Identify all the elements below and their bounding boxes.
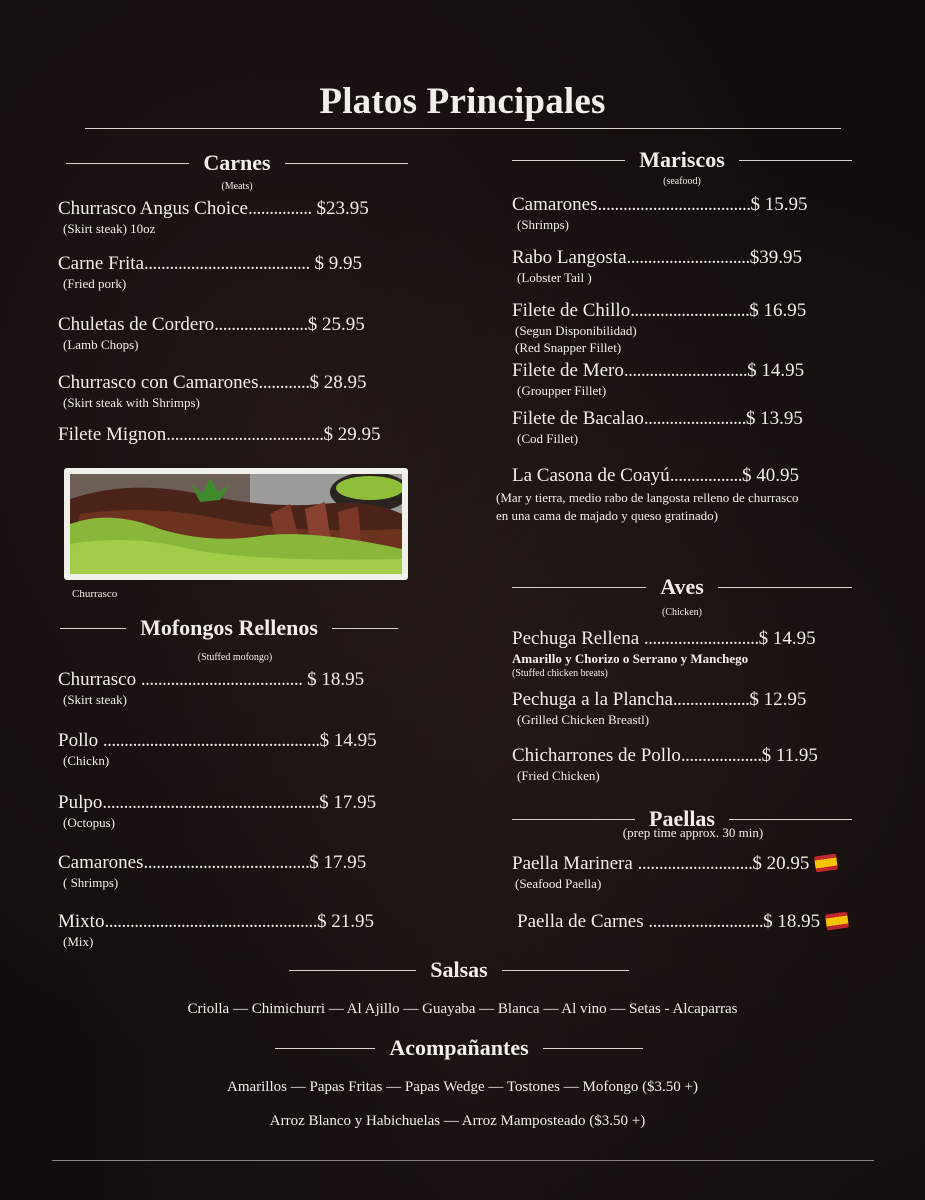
churrasco-photo — [64, 468, 408, 580]
item-price: $ 14.95 — [747, 360, 805, 381]
menu-item: Camarones.......................................$ 17.95 ( Shrimps) — [58, 852, 367, 890]
footer-divider — [52, 1160, 874, 1161]
item-price: $ 15.95 — [750, 194, 808, 215]
item-price: $23.95 — [311, 198, 369, 219]
menu-item: Paella Marinera ...........................$ 20.95 (Seafood Paella) — [512, 853, 837, 892]
item-price: $ 14.95 — [758, 628, 816, 649]
spain-flag-icon — [825, 912, 849, 931]
item-price: $ 21.95 — [316, 911, 374, 932]
item-description: en una cama de majado y queso gratinado) — [496, 508, 718, 523]
item-price: $ 11.95 — [761, 745, 818, 766]
item-price: $ 17.95 — [309, 852, 367, 873]
item-price: $ 18.95 — [302, 669, 365, 690]
paellas-subtitle: (prep time approx. 30 min) — [622, 825, 764, 840]
item-price: $ 14.95 — [319, 730, 377, 751]
paellas-heading: Paellas — [512, 806, 852, 832]
carnes-subtitle: (Meats) — [221, 181, 253, 192]
spain-flag-icon — [814, 854, 838, 873]
menu-item: Pechuga Rellena ...........................$ 14.95 Amarillo y Chorizo o Serrano y Manchego (Stuffed chicken breats) — [512, 628, 816, 679]
item-price: $ 9.95 — [309, 253, 363, 274]
steak-illustration — [70, 474, 402, 574]
acompanantes-heading: Acompañantes — [275, 1035, 643, 1061]
item-price: $ 18.95 — [763, 911, 821, 932]
aves-heading: Aves — [512, 574, 852, 600]
title-divider — [85, 128, 841, 129]
menu-item: Carne Frita....................................... $ 9.95 (Fried pork) — [58, 253, 363, 291]
item-price: $ 25.95 — [307, 314, 365, 335]
menu-item: Mixto..................................................$ 21.95 (Mix) — [58, 911, 374, 949]
menu-item: Chuletas de Cordero......................$ 25.95 (Lamb Chops) — [58, 314, 365, 352]
item-price: $ 16.95 — [749, 300, 807, 321]
menu-item: Filete de Bacalao........................$ 13.95 (Cod Fillet) — [512, 408, 803, 446]
acompanantes-list-2: Arroz Blanco y Habichuelas — Arroz Mamposteado ($3.50 +) — [269, 1113, 646, 1129]
menu-item: La Casona de Coayú.................$ 40.95 — [512, 465, 800, 486]
menu-item: Churrasco Angus Choice............... $23.95 (Skirt steak) 10oz — [58, 198, 369, 236]
menu-item: Chicharrones de Pollo...................$ 11.95 (Fried Chicken) — [512, 745, 818, 783]
carnes-heading: Carnes — [66, 150, 408, 176]
menu-item: Filete de Mero.............................$ 14.95 (Groupper Fillet) — [512, 360, 805, 398]
aves-subtitle: (Chicken) — [662, 607, 702, 618]
acompanantes-list-1: Amarillos — Papas Fritas — Papas Wedge — Tostones — Mofongo ($3.50 +) — [226, 1079, 699, 1095]
menu-item: Churrasco ...................................... $ 18.95 (Skirt steak) — [58, 669, 365, 707]
mofongos-subtitle: (Stuffed mofongo) — [197, 652, 273, 663]
item-price: $ 40.95 — [742, 465, 800, 486]
item-price: $ 28.95 — [309, 372, 367, 393]
menu-item: Paella de Carnes ...........................$ 18.95 — [517, 911, 848, 933]
item-price: $ 17.95 — [319, 792, 377, 813]
item-price: $ 20.95 — [752, 853, 810, 874]
menu-item: Camarones....................................$ 15.95 (Shrimps) — [512, 194, 808, 232]
page-title: Platos Principales — [319, 81, 606, 122]
menu-item: Pulpo...................................................$ 17.95 (Octopus) — [58, 792, 377, 830]
mariscos-subtitle: (seafood) — [663, 176, 701, 187]
menu-item: Filete de Chillo............................$ 16.95 (Segun Disponibilidad) (Red Snapper Fillet) — [512, 300, 807, 355]
menu-item: Rabo Langosta.............................$39.95 (Lobster Tail ) — [512, 247, 803, 285]
mariscos-heading: Mariscos — [512, 147, 852, 173]
mofongos-heading: Mofongos Rellenos — [60, 615, 398, 641]
item-price: $39.95 — [749, 247, 803, 268]
item-price: $ 12.95 — [749, 689, 807, 710]
item-description: (Mar y tierra, medio rabo de langosta relleno de churrasco — [496, 490, 799, 505]
salsas-list: Criolla — Chimichurri — Al Ajillo — Guayaba — Blanca — Al vino — Setas - Alcaparras — [187, 1001, 738, 1017]
menu-item: Pechuga a la Plancha..................$ 12.95 (Grilled Chicken Breastl) — [512, 689, 807, 727]
menu-item: Churrasco con Camarones............$ 28.95 (Skirt steak with Shrimps) — [58, 372, 367, 410]
menu-item: Pollo ...................................................$ 14.95 (Chickn) — [58, 730, 377, 768]
salsas-heading: Salsas — [289, 957, 629, 983]
item-price: $ 13.95 — [745, 408, 803, 429]
photo-caption: Churrasco — [72, 588, 118, 600]
menu-item: Filete Mignon.....................................$ 29.95 — [58, 424, 381, 445]
item-price: $ 29.95 — [323, 424, 381, 445]
